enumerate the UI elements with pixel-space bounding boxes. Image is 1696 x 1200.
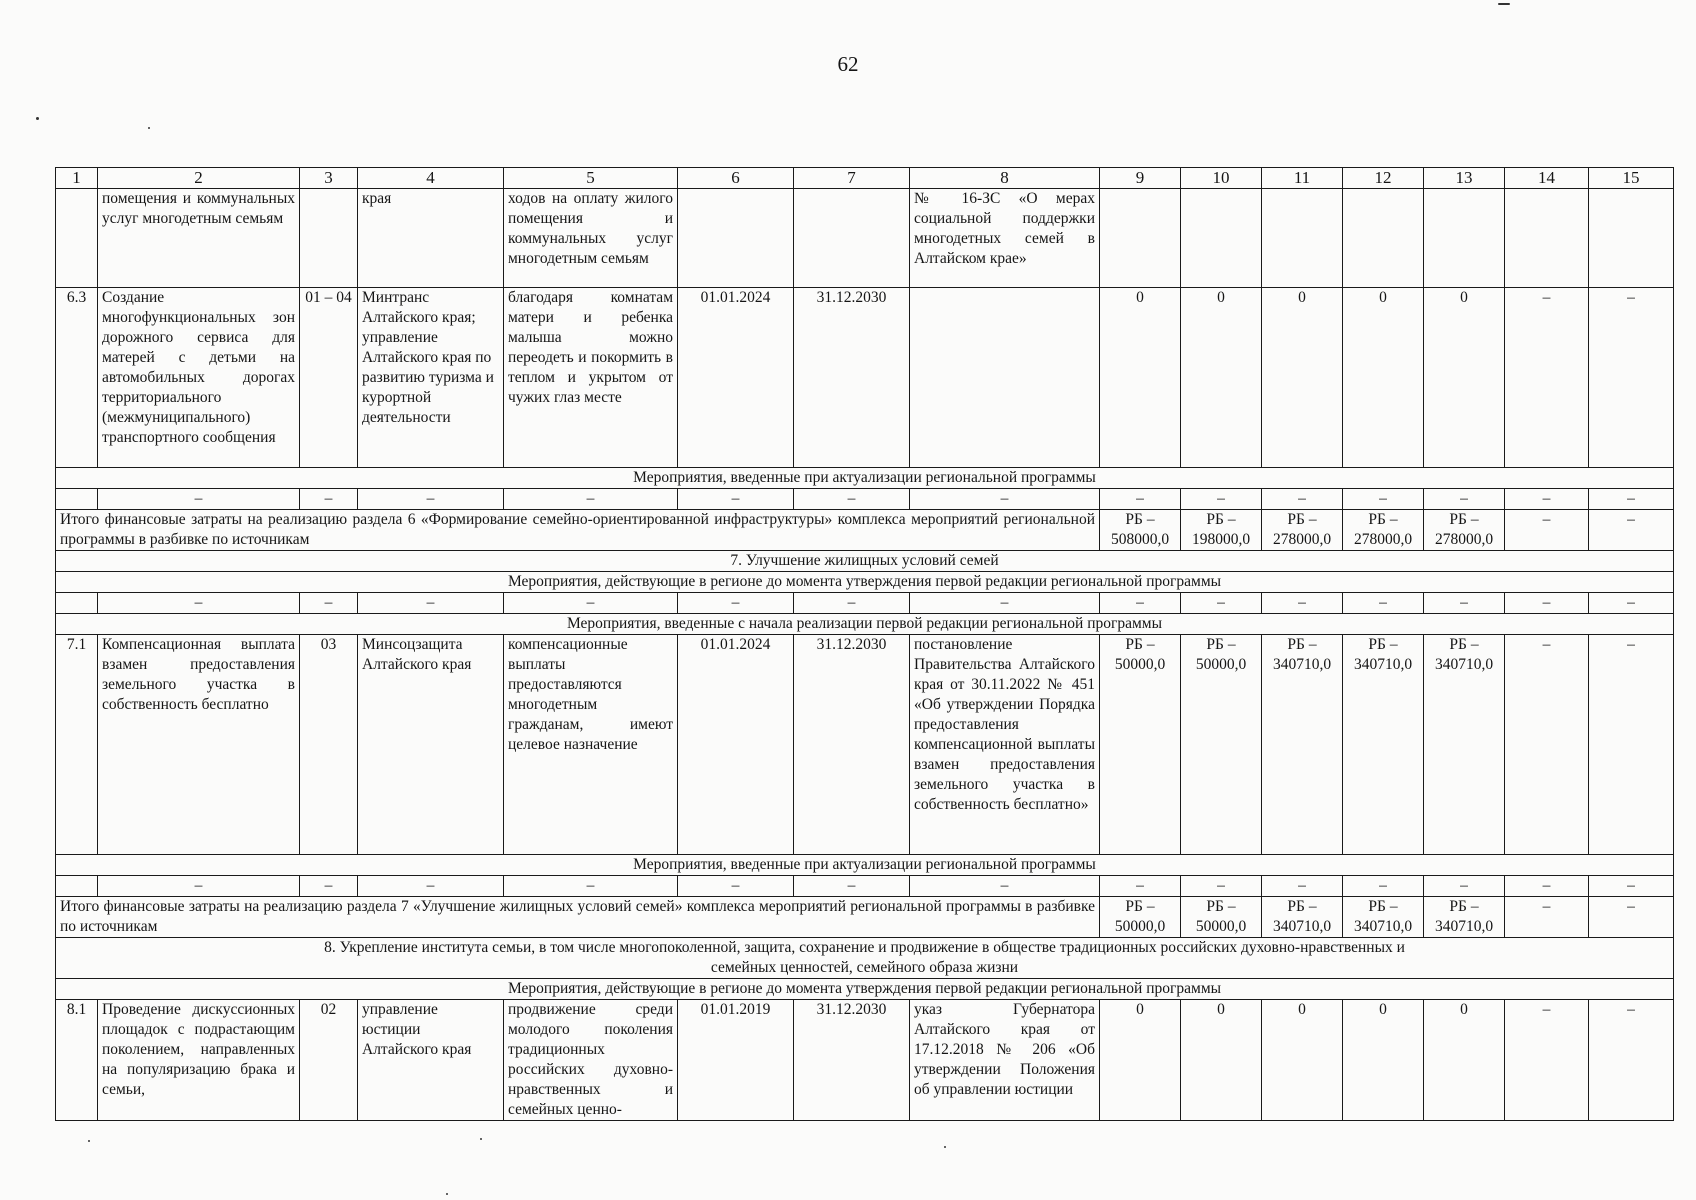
cell-dash: – — [1100, 876, 1181, 897]
empty-measure-row — [56, 593, 1674, 614]
table-row-7-1 — [56, 635, 1674, 855]
cell-dash: – — [1424, 593, 1505, 614]
cell-dash: – — [1262, 593, 1343, 614]
cell-start-date: 01.01.2024 — [678, 635, 794, 855]
cell-result: ходов на оплату жилого помещения и коммунальных услуг многодетным семьям — [504, 189, 678, 288]
subsection-heading: Мероприятия, действующие в регионе до момента утверждения первой редакции региональной программы — [56, 572, 1674, 593]
scan-speck — [944, 1146, 946, 1148]
cell — [56, 189, 98, 288]
total-funding: РБ – 198000,0 — [1181, 510, 1262, 551]
cell — [1343, 189, 1424, 288]
subsection-row — [56, 979, 1674, 1000]
scan-speck — [88, 1140, 90, 1142]
cell-dash: – — [910, 489, 1100, 510]
cell-dash: – — [358, 489, 504, 510]
cell-dash: – — [1181, 593, 1262, 614]
total-row-section-6 — [56, 510, 1674, 551]
cell-dash: – — [98, 593, 300, 614]
cell-funding: 0 — [1424, 1000, 1505, 1121]
scan-speck — [148, 127, 150, 129]
cell — [794, 189, 910, 288]
cell-measure-name: помещения и коммунальных услуг многодетным семьям — [98, 189, 300, 288]
cell-dash: – — [358, 593, 504, 614]
subsection-row — [56, 614, 1674, 635]
cell-funding: – — [1505, 1000, 1589, 1121]
cell-dash: – — [504, 593, 678, 614]
col-header: 3 — [300, 168, 358, 189]
section-row — [56, 938, 1674, 979]
cell — [1262, 189, 1343, 288]
cell-funding: 0 — [1181, 288, 1262, 468]
col-header: 7 — [794, 168, 910, 189]
cell-measure-name: Компенсационная выплата взамен предоставления земельного участка в собственность бесплатно — [98, 635, 300, 855]
total-funding: РБ – 278000,0 — [1262, 510, 1343, 551]
cell-result: продвижение среди молодого поколения традиционных российских духовно-нравственных и семейных ценно- — [504, 1000, 678, 1121]
cell-dash: – — [910, 876, 1100, 897]
total-funding: – — [1505, 510, 1589, 551]
cell-executor: Минсоцзащита Алтайского края — [358, 635, 504, 855]
cell-dash: – — [794, 593, 910, 614]
cell-code: 03 — [300, 635, 358, 855]
cell-dash: – — [1262, 489, 1343, 510]
cell-dash: – — [300, 876, 358, 897]
cell-row-number: 6.3 — [56, 288, 98, 468]
col-header: 12 — [1343, 168, 1424, 189]
col-header: 5 — [504, 168, 678, 189]
subsection-row — [56, 572, 1674, 593]
subsection-heading: Мероприятия, введенные с начала реализации первой редакции региональной программы — [56, 614, 1674, 635]
empty-measure-row — [56, 876, 1674, 897]
cell-funding: 0 — [1262, 288, 1343, 468]
cell-end-date: 31.12.2030 — [794, 635, 910, 855]
cell-funding: – — [1505, 635, 1589, 855]
col-header: 6 — [678, 168, 794, 189]
section-heading: 8. Укрепление института семьи, в том числе многопоколенной, защита, сохранение и продвижение в обществе традиционных российских духовно-нравственных и семейных ценностей, семейного образа жизни — [56, 938, 1674, 979]
cell-funding: РБ – 340710,0 — [1343, 635, 1424, 855]
col-header: 13 — [1424, 168, 1505, 189]
cell-dash: – — [300, 593, 358, 614]
cell-funding: 0 — [1424, 288, 1505, 468]
total-funding: РБ – 50000,0 — [1100, 897, 1181, 938]
cell-funding: 0 — [1181, 1000, 1262, 1121]
cell-dash: – — [1262, 876, 1343, 897]
cell-funding: – — [1589, 288, 1674, 468]
cell-dash: – — [1181, 489, 1262, 510]
cell-row-number: 7.1 — [56, 635, 98, 855]
cell — [1505, 189, 1589, 288]
cell-dash: – — [504, 876, 678, 897]
cell-dash: – — [358, 876, 504, 897]
cell-code: 01 – 04 — [300, 288, 358, 468]
cell-dash: – — [1424, 876, 1505, 897]
col-header: 1 — [56, 168, 98, 189]
cell-dash: – — [794, 489, 910, 510]
subsection-heading: Мероприятия, введенные при актуализации региональной программы — [56, 468, 1674, 489]
scan-speck — [480, 1138, 482, 1140]
cell-dash: – — [1589, 876, 1674, 897]
cell-row-number: 8.1 — [56, 1000, 98, 1121]
scan-speck — [36, 117, 39, 120]
cell-dash: – — [1343, 489, 1424, 510]
cell-dash: – — [1505, 593, 1589, 614]
total-funding: РБ – 340710,0 — [1343, 897, 1424, 938]
total-funding: РБ – 278000,0 — [1343, 510, 1424, 551]
subsection-row — [56, 468, 1674, 489]
col-header: 11 — [1262, 168, 1343, 189]
cell-measure-name: Проведение дискуссионных площадок с подрастающим поколением, направленных на популяризацию брака и семьи, — [98, 1000, 300, 1121]
cell-funding: 0 — [1100, 288, 1181, 468]
cell-dash: – — [678, 489, 794, 510]
cell-dash: – — [1100, 489, 1181, 510]
cell-dash: – — [1505, 876, 1589, 897]
section-row — [56, 551, 1674, 572]
cell — [56, 489, 98, 510]
cell — [1589, 189, 1674, 288]
cell-measure-name: Создание многофункциональных зон дорожного сервиса для матерей с детьми на автомобильных дорогах территориального (межмуниципального) транспортного сообщения — [98, 288, 300, 468]
cell-funding: 0 — [1343, 288, 1424, 468]
cell-dash: – — [504, 489, 678, 510]
col-header: 9 — [1100, 168, 1181, 189]
total-funding: РБ – 278000,0 — [1424, 510, 1505, 551]
cell-dash: – — [794, 876, 910, 897]
col-header: 14 — [1505, 168, 1589, 189]
cell-executor: управление юстиции Алтайского края — [358, 1000, 504, 1121]
cell-funding: РБ – 50000,0 — [1181, 635, 1262, 855]
cell — [300, 189, 358, 288]
empty-measure-row — [56, 489, 1674, 510]
cell — [56, 876, 98, 897]
cell-legal-act: указ Губернатора Алтайского края от 17.12.2018 № 206 «Об утверждении Положения об управлении юстиции — [910, 1000, 1100, 1121]
cell-legal-act — [910, 288, 1100, 468]
table-row-6-3 — [56, 288, 1674, 468]
cell-legal-act: постановление Правительства Алтайского края от 30.11.2022 № 451 «Об утверждении Порядка предоставления компенсационной выплаты взамен предоставления земельного участка в собственность бесплатно» — [910, 635, 1100, 855]
cell-funding: РБ – 340710,0 — [1424, 635, 1505, 855]
cell — [1181, 189, 1262, 288]
program-table — [55, 167, 1674, 1121]
header-row — [56, 168, 1674, 189]
cell-dash: – — [678, 876, 794, 897]
cell-start-date: 01.01.2024 — [678, 288, 794, 468]
page-number: 62 — [837, 52, 859, 76]
cell-end-date: 31.12.2030 — [794, 1000, 910, 1121]
total-row-section-7 — [56, 897, 1674, 938]
cell-dash: – — [1424, 489, 1505, 510]
cell-dash: – — [300, 489, 358, 510]
col-header: 4 — [358, 168, 504, 189]
cell — [56, 593, 98, 614]
total-funding: – — [1589, 897, 1674, 938]
cell-funding: РБ – 50000,0 — [1100, 635, 1181, 855]
col-header: 2 — [98, 168, 300, 189]
cell — [1424, 189, 1505, 288]
cell-dash: – — [1589, 489, 1674, 510]
cell-code: 02 — [300, 1000, 358, 1121]
col-header: 10 — [1181, 168, 1262, 189]
total-funding: РБ – 340710,0 — [1424, 897, 1505, 938]
table-row-6-2-continued — [56, 189, 1674, 288]
total-funding: – — [1505, 897, 1589, 938]
cell-dash: – — [1505, 489, 1589, 510]
cell-funding: 0 — [1100, 1000, 1181, 1121]
scan-speck — [1498, 3, 1510, 5]
cell — [1100, 189, 1181, 288]
cell-dash: – — [1343, 593, 1424, 614]
cell-funding: – — [1505, 288, 1589, 468]
cell-dash: – — [1343, 876, 1424, 897]
cell — [678, 189, 794, 288]
table-row-8-1 — [56, 1000, 1674, 1121]
cell-dash: – — [1100, 593, 1181, 614]
cell-dash: – — [678, 593, 794, 614]
total-label: Итого финансовые затраты на реализацию раздела 6 «Формирование семейно-ориентированной инфраструктуры» комплекса мероприятий региональной программы в разбивке по источникам — [56, 510, 1100, 551]
cell-legal-act: № 16-ЗС «О мерах социальной поддержки многодетных семей в Алтайском крае» — [910, 189, 1100, 288]
cell-dash: – — [910, 593, 1100, 614]
total-funding: РБ – 508000,0 — [1100, 510, 1181, 551]
scan-speck — [446, 1193, 448, 1195]
total-funding: РБ – 50000,0 — [1181, 897, 1262, 938]
cell-dash: – — [1589, 593, 1674, 614]
col-header: 8 — [910, 168, 1100, 189]
total-funding: – — [1589, 510, 1674, 551]
section-heading: 7. Улучшение жилищных условий семей — [56, 551, 1674, 572]
total-label: Итого финансовые затраты на реализацию раздела 7 «Улучшение жилищных условий семей» комплекса мероприятий региональной программы в разбивке по источникам — [56, 897, 1100, 938]
col-header: 15 — [1589, 168, 1674, 189]
subsection-row — [56, 855, 1674, 876]
cell-end-date: 31.12.2030 — [794, 288, 910, 468]
cell-funding: РБ – 340710,0 — [1262, 635, 1343, 855]
cell-result: компенсационные выплаты предоставляются многодетным гражданам, имеют целевое назначение — [504, 635, 678, 855]
cell-dash: – — [98, 489, 300, 510]
total-funding: РБ – 340710,0 — [1262, 897, 1343, 938]
cell-funding: 0 — [1262, 1000, 1343, 1121]
cell-funding: 0 — [1343, 1000, 1424, 1121]
cell-funding: – — [1589, 635, 1674, 855]
cell-result: благодаря комнатам матери и ребенка малыша можно переодеть и покормить в теплом и укрытом от чужих глаз месте — [504, 288, 678, 468]
subsection-heading: Мероприятия, действующие в регионе до момента утверждения первой редакции региональной программы — [56, 979, 1674, 1000]
subsection-heading: Мероприятия, введенные при актуализации региональной программы — [56, 855, 1674, 876]
cell-funding: – — [1589, 1000, 1674, 1121]
cell-executor: Минтранс Алтайского края; управление Алтайского края по развитию туризма и курортной деятельности — [358, 288, 504, 468]
cell-dash: – — [1181, 876, 1262, 897]
cell-dash: – — [98, 876, 300, 897]
cell-executor: края — [358, 189, 504, 288]
cell-start-date: 01.01.2019 — [678, 1000, 794, 1121]
